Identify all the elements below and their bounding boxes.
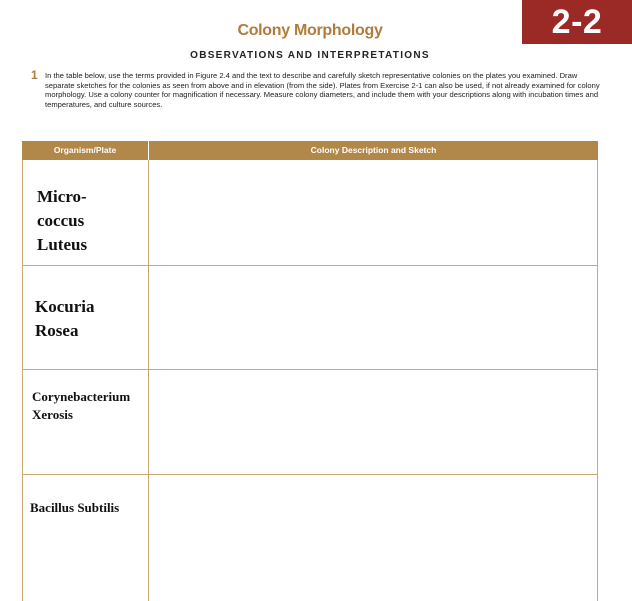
organism-name-line: Luteus [37, 235, 88, 254]
organism-cell [23, 266, 149, 369]
organism-name-line: Bacillus Subtilis [30, 500, 120, 515]
organism-cell [23, 475, 149, 601]
organism-cell [23, 370, 149, 474]
observation-table [22, 141, 598, 601]
description-sketch-cell[interactable] [149, 475, 597, 601]
page-subtitle: OBSERVATIONS AND INTERPRETATIONS [190, 50, 430, 61]
organism-cell [23, 160, 149, 265]
table-row [22, 266, 598, 370]
organism-name [37, 185, 87, 257]
column-header-description: Colony Description and Sketch [310, 145, 437, 155]
organism-name-line: Micro- [37, 187, 87, 206]
column-header-organism: Organism/Plate [53, 145, 117, 155]
instruction-number: 1 [31, 68, 38, 82]
table-row [22, 370, 598, 475]
organism-name-line: Rosea [35, 321, 79, 340]
table-row [22, 160, 598, 266]
description-sketch-cell[interactable] [149, 370, 597, 474]
instruction-text: In the table below, use the terms provided in Figure 2.4 and the text to describe and carefully sketch representative colonies on the plates you examined. Draw separate sketches for the colonies as seen from above and in elevation (from the side). Plates from Exercise 2-1 can also be used, if not already examined for colony morphology. Use a colony counter for magnification if necessary. Measure colony diameters, and include them with your descriptions along with incubation times and temperatures, and culture sources. [45, 71, 600, 109]
organism-name [30, 499, 119, 517]
organism-name-line: Xerosis [32, 407, 73, 422]
organism-name [35, 295, 95, 343]
table-row [22, 475, 598, 601]
organism-name-line: Corynebacterium [32, 389, 131, 404]
organism-name-line: Kocuria [35, 297, 95, 316]
section-number-badge: 2-2 [522, 0, 632, 44]
description-sketch-cell[interactable] [149, 160, 597, 265]
page-title: Colony Morphology [237, 22, 383, 39]
organism-name-line: coccus [37, 211, 85, 230]
description-sketch-cell[interactable] [149, 266, 597, 369]
table-header [22, 141, 598, 160]
organism-name [32, 388, 130, 424]
